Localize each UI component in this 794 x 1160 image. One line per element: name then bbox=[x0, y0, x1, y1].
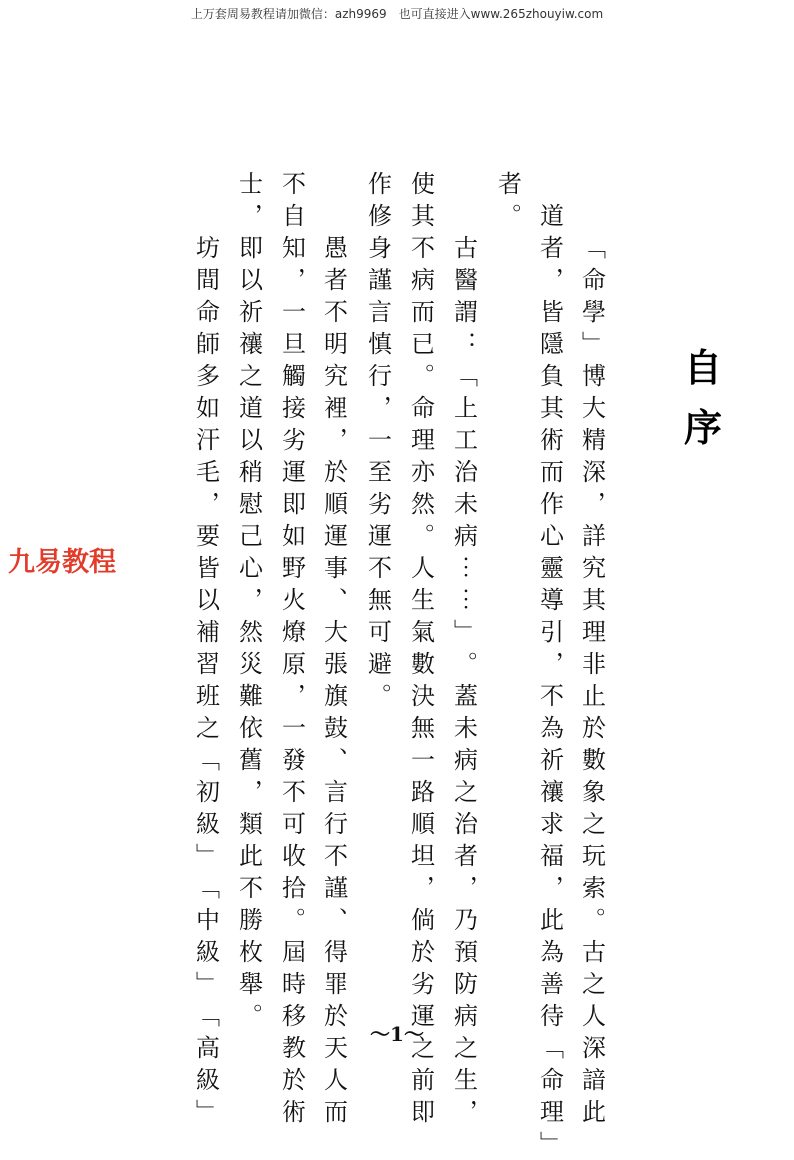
text-char: 祈 bbox=[540, 746, 564, 774]
text-column bbox=[536, 200, 568, 1160]
text-char: 即 bbox=[411, 1098, 435, 1126]
text-char: ︐ bbox=[368, 394, 392, 422]
text-char: ︐ bbox=[540, 650, 564, 678]
text-char: 之 bbox=[582, 810, 606, 838]
text-column bbox=[364, 168, 396, 712]
text-char: ﹂ bbox=[540, 1130, 564, 1158]
text-char: 博 bbox=[582, 362, 606, 390]
text-char: 即 bbox=[239, 234, 263, 262]
text-char: 求 bbox=[540, 810, 564, 838]
text-char: 作 bbox=[540, 490, 564, 518]
text-char: 慎 bbox=[368, 330, 392, 358]
text-char: 福 bbox=[540, 842, 564, 870]
text-char: 古 bbox=[454, 234, 478, 262]
text-char: 習 bbox=[196, 650, 220, 678]
text-char: 一 bbox=[282, 298, 306, 326]
text-char: 不 bbox=[282, 170, 306, 198]
text-char: 明 bbox=[324, 330, 348, 358]
text-char: 要 bbox=[196, 522, 220, 550]
text-char: ︒ bbox=[282, 906, 306, 934]
text-char: 坦 bbox=[411, 842, 435, 870]
text-char: ﹁ bbox=[454, 362, 478, 390]
text-char: ﹁ bbox=[582, 234, 606, 262]
text-char: 不 bbox=[324, 842, 348, 870]
text-char: 運 bbox=[368, 522, 392, 550]
text-char: 不 bbox=[239, 874, 263, 902]
text-char: 乃 bbox=[454, 906, 478, 934]
text-char: 人 bbox=[324, 1066, 348, 1094]
text-char: 者 bbox=[454, 842, 478, 870]
text-char: 教 bbox=[282, 1034, 306, 1062]
text-char: 可 bbox=[368, 618, 392, 646]
text-char: 言 bbox=[368, 298, 392, 326]
text-char: 間 bbox=[196, 266, 220, 294]
text-char: 使 bbox=[411, 170, 435, 198]
text-char: 亦 bbox=[411, 458, 435, 486]
text-char: 心 bbox=[540, 522, 564, 550]
text-char: 謹 bbox=[324, 874, 348, 902]
text-char: ︑ bbox=[324, 746, 348, 774]
text-char: 究 bbox=[582, 554, 606, 582]
text-char: 命 bbox=[582, 266, 606, 294]
text-char: 於 bbox=[411, 938, 435, 966]
text-char: 止 bbox=[582, 682, 606, 710]
text-char: ︒ bbox=[239, 1002, 263, 1030]
text-char: ︐ bbox=[239, 778, 263, 806]
text-char: 者 bbox=[498, 170, 522, 198]
text-char: 於 bbox=[582, 714, 606, 742]
text-char: 為 bbox=[540, 938, 564, 966]
text-char: 命 bbox=[196, 298, 220, 326]
text-char: 為 bbox=[540, 714, 564, 742]
text-char: 靈 bbox=[540, 554, 564, 582]
text-char: 之 bbox=[582, 970, 606, 998]
text-char: 如 bbox=[196, 394, 220, 422]
text-char: 之 bbox=[411, 1034, 435, 1062]
title-char: 自 bbox=[683, 345, 722, 390]
text-char: 避 bbox=[368, 650, 392, 678]
text-char: 而 bbox=[324, 1098, 348, 1126]
text-char: 理 bbox=[540, 1098, 564, 1126]
text-char: 禳 bbox=[239, 330, 263, 358]
text-char: 級 bbox=[196, 1066, 220, 1094]
text-char: 行 bbox=[368, 362, 392, 390]
text-char: ︐ bbox=[582, 490, 606, 518]
text-char: 不 bbox=[282, 778, 306, 806]
text-char: ︒ bbox=[411, 362, 435, 390]
text-char: 至 bbox=[368, 458, 392, 486]
text-char: 不 bbox=[324, 298, 348, 326]
text-char: 之 bbox=[239, 362, 263, 390]
text-char: ︑ bbox=[324, 906, 348, 934]
text-char: 接 bbox=[282, 394, 306, 422]
text-char: 治 bbox=[454, 458, 478, 486]
text-char: 士 bbox=[239, 170, 263, 198]
text-char: 生 bbox=[454, 1066, 478, 1094]
text-char: ︒ bbox=[454, 650, 478, 678]
text-char: 舉 bbox=[239, 970, 263, 998]
text-char: ﹂ bbox=[196, 842, 220, 870]
text-char: 原 bbox=[282, 650, 306, 678]
text-char: 倘 bbox=[411, 906, 435, 934]
text-char: 究 bbox=[324, 362, 348, 390]
text-char: 於 bbox=[282, 1066, 306, 1094]
text-char: ︒ bbox=[368, 682, 392, 710]
text-column bbox=[494, 168, 526, 232]
text-char: 皆 bbox=[196, 554, 220, 582]
text-char: 以 bbox=[196, 586, 220, 614]
text-char: 得 bbox=[324, 938, 348, 966]
text-char: 治 bbox=[454, 810, 478, 838]
text-char: 路 bbox=[411, 778, 435, 806]
text-column bbox=[235, 168, 267, 1032]
text-char: 收 bbox=[282, 842, 306, 870]
text-char: 不 bbox=[540, 682, 564, 710]
text-char: 補 bbox=[196, 618, 220, 646]
text-char: ﹂ bbox=[196, 970, 220, 998]
text-char: 火 bbox=[282, 586, 306, 614]
text-char: ︐ bbox=[540, 874, 564, 902]
text-char: 於 bbox=[324, 1002, 348, 1030]
text-char: 上 bbox=[454, 394, 478, 422]
text-char: 然 bbox=[411, 490, 435, 518]
text-char: 命 bbox=[540, 1066, 564, 1094]
text-char: 古 bbox=[582, 938, 606, 966]
text-char: 高 bbox=[196, 1034, 220, 1062]
text-char: 前 bbox=[411, 1066, 435, 1094]
text-char: 舊 bbox=[239, 746, 263, 774]
text-char: 大 bbox=[582, 394, 606, 422]
text-char: 坊 bbox=[196, 234, 220, 262]
text-char: 旗 bbox=[324, 682, 348, 710]
text-char: 劣 bbox=[368, 490, 392, 518]
text-char: 非 bbox=[582, 650, 606, 678]
text-column bbox=[450, 232, 482, 1128]
text-char: 運 bbox=[411, 1002, 435, 1030]
text-char: 身 bbox=[368, 234, 392, 262]
watermark-logo: 九易教程 bbox=[8, 547, 116, 578]
text-char: ﹁ bbox=[196, 874, 220, 902]
text-char: 可 bbox=[282, 810, 306, 838]
text-char: 天 bbox=[324, 1034, 348, 1062]
text-char: 病 bbox=[411, 266, 435, 294]
text-char: 裡 bbox=[324, 394, 348, 422]
text-char: ﹁ bbox=[196, 746, 220, 774]
text-column bbox=[192, 232, 224, 1128]
text-char: 觸 bbox=[282, 362, 306, 390]
title-char: 序 bbox=[683, 405, 722, 450]
text-char: 玩 bbox=[582, 842, 606, 870]
text-char: 深 bbox=[582, 1034, 606, 1062]
text-column bbox=[278, 168, 310, 1128]
text-char: 人 bbox=[582, 1002, 606, 1030]
text-char: 一 bbox=[411, 746, 435, 774]
text-char: 醫 bbox=[454, 266, 478, 294]
text-char: 師 bbox=[196, 330, 220, 358]
text-char: ︐ bbox=[540, 266, 564, 294]
text-char: ︒ bbox=[582, 906, 606, 934]
text-char: ﹁ bbox=[196, 1002, 220, 1030]
text-char: 運 bbox=[282, 458, 306, 486]
text-char: 勝 bbox=[239, 906, 263, 934]
text-char: 初 bbox=[196, 778, 220, 806]
text-char: 修 bbox=[368, 202, 392, 230]
text-char: ︑ bbox=[324, 586, 348, 614]
text-char: 張 bbox=[324, 650, 348, 678]
text-char: 善 bbox=[540, 970, 564, 998]
text-char: 如 bbox=[282, 522, 306, 550]
text-char: 大 bbox=[324, 618, 348, 646]
text-char: 類 bbox=[239, 810, 263, 838]
text-char: 慰 bbox=[239, 490, 263, 518]
text-char: 者 bbox=[324, 266, 348, 294]
text-char: 行 bbox=[324, 810, 348, 838]
text-char: 順 bbox=[411, 810, 435, 838]
text-char: 命 bbox=[411, 394, 435, 422]
text-char: 自 bbox=[282, 202, 306, 230]
text-char: 不 bbox=[368, 554, 392, 582]
text-char: 此 bbox=[540, 906, 564, 934]
text-char: 劣 bbox=[282, 426, 306, 454]
text-char: 精 bbox=[582, 426, 606, 454]
text-char: 班 bbox=[196, 682, 220, 710]
text-char: 象 bbox=[582, 778, 606, 806]
text-char: 理 bbox=[582, 618, 606, 646]
text-char: 野 bbox=[282, 554, 306, 582]
text-char: 負 bbox=[540, 362, 564, 390]
text-char: ︐ bbox=[411, 874, 435, 902]
text-char: 發 bbox=[282, 746, 306, 774]
text-char: ︐ bbox=[239, 202, 263, 230]
text-char: 皆 bbox=[540, 298, 564, 326]
text-char: ﹂ bbox=[196, 1098, 220, 1126]
text-char: 依 bbox=[239, 714, 263, 742]
text-char: 術 bbox=[540, 426, 564, 454]
text-char: 中 bbox=[196, 906, 220, 934]
text-char: 祈 bbox=[239, 298, 263, 326]
text-char: 工 bbox=[454, 426, 478, 454]
text-char: 蓋 bbox=[454, 682, 478, 710]
text-char: 深 bbox=[582, 458, 606, 486]
text-char: 知 bbox=[282, 234, 306, 262]
text-char: 道 bbox=[540, 202, 564, 230]
text-char: 心 bbox=[239, 554, 263, 582]
text-char: 數 bbox=[411, 650, 435, 678]
text-char: 愚 bbox=[324, 234, 348, 262]
text-char: 決 bbox=[411, 682, 435, 710]
text-char: 劣 bbox=[411, 970, 435, 998]
text-char: 級 bbox=[196, 938, 220, 966]
text-char: 未 bbox=[454, 490, 478, 518]
text-char: 作 bbox=[368, 170, 392, 198]
text-char: 其 bbox=[540, 394, 564, 422]
text-char: 以 bbox=[239, 426, 263, 454]
text-char: 無 bbox=[411, 714, 435, 742]
text-char: ﹁ bbox=[540, 1034, 564, 1062]
page-header: 上万套周易教程请加微信：azh9969 也可直接进入www.265zhouyiw.com bbox=[190, 7, 604, 21]
text-char: 屆 bbox=[282, 938, 306, 966]
text-char: 預 bbox=[454, 938, 478, 966]
text-char: 氣 bbox=[411, 618, 435, 646]
text-char: ︓ bbox=[454, 330, 478, 358]
text-char: 鼓 bbox=[324, 714, 348, 742]
text-char: ﹂ bbox=[582, 330, 606, 358]
text-char: 諳 bbox=[582, 1066, 606, 1094]
text-char: 引 bbox=[540, 618, 564, 646]
text-char: ︐ bbox=[454, 1098, 478, 1126]
text-char: 者 bbox=[540, 234, 564, 262]
text-char: 順 bbox=[324, 490, 348, 518]
text-char: 病 bbox=[454, 522, 478, 550]
text-char: 旦 bbox=[282, 330, 306, 358]
text-column bbox=[407, 168, 439, 1128]
text-char: 運 bbox=[324, 522, 348, 550]
text-char: 罪 bbox=[324, 970, 348, 998]
text-char: 己 bbox=[239, 522, 263, 550]
text-char: 然 bbox=[239, 618, 263, 646]
text-char: 隱 bbox=[540, 330, 564, 358]
text-char: 病 bbox=[454, 746, 478, 774]
text-char: 數 bbox=[582, 746, 606, 774]
text-char: 待 bbox=[540, 1002, 564, 1030]
text-char: ︐ bbox=[324, 426, 348, 454]
text-char: 無 bbox=[368, 586, 392, 614]
text-char: 之 bbox=[454, 778, 478, 806]
text-char: ︙ bbox=[454, 586, 478, 614]
text-char: 病 bbox=[454, 1002, 478, 1030]
text-char: 難 bbox=[239, 682, 263, 710]
text-char: 未 bbox=[454, 714, 478, 742]
text-char: 此 bbox=[239, 842, 263, 870]
text-char: ︐ bbox=[239, 586, 263, 614]
text-char: 謹 bbox=[368, 266, 392, 294]
text-char: 多 bbox=[196, 362, 220, 390]
text-char: ︒ bbox=[411, 522, 435, 550]
text-char: 其 bbox=[411, 202, 435, 230]
text-char: 拾 bbox=[282, 874, 306, 902]
text-char: ︐ bbox=[196, 490, 220, 518]
text-char: 此 bbox=[582, 1098, 606, 1126]
text-char: 燎 bbox=[282, 618, 306, 646]
text-char: 其 bbox=[582, 586, 606, 614]
text-char: 術 bbox=[282, 1098, 306, 1126]
text-char: 之 bbox=[196, 714, 220, 742]
text-char: 一 bbox=[368, 426, 392, 454]
text-char: 道 bbox=[239, 394, 263, 422]
text-char: 毛 bbox=[196, 458, 220, 486]
text-char: 稍 bbox=[239, 458, 263, 486]
text-char: 導 bbox=[540, 586, 564, 614]
text-char: 而 bbox=[540, 458, 564, 486]
text-char: 移 bbox=[282, 1002, 306, 1030]
page-title bbox=[680, 338, 726, 458]
text-char: 之 bbox=[454, 1034, 478, 1062]
text-column bbox=[578, 232, 610, 1128]
text-char: 災 bbox=[239, 650, 263, 678]
text-char: 以 bbox=[239, 266, 263, 294]
text-char: 謂 bbox=[454, 298, 478, 326]
text-char: 事 bbox=[324, 554, 348, 582]
text-char: 時 bbox=[282, 970, 306, 998]
text-char: ﹂ bbox=[454, 618, 478, 646]
text-char: ︐ bbox=[454, 874, 478, 902]
text-char: 防 bbox=[454, 970, 478, 998]
text-column bbox=[320, 232, 352, 1128]
text-char: 生 bbox=[411, 586, 435, 614]
text-char: 級 bbox=[196, 810, 220, 838]
text-char: 人 bbox=[411, 554, 435, 582]
text-char: 言 bbox=[324, 778, 348, 806]
text-char: 而 bbox=[411, 298, 435, 326]
text-char: 一 bbox=[282, 714, 306, 742]
page-number: ～1～ bbox=[370, 1022, 424, 1046]
text-char: 索 bbox=[582, 874, 606, 902]
text-char: 學 bbox=[582, 298, 606, 326]
text-char: 於 bbox=[324, 458, 348, 486]
text-char: 不 bbox=[411, 234, 435, 262]
text-char: ︙ bbox=[454, 554, 478, 582]
text-char: ︒ bbox=[498, 202, 522, 230]
text-char: ︐ bbox=[282, 682, 306, 710]
text-char: 即 bbox=[282, 490, 306, 518]
text-char: 禳 bbox=[540, 778, 564, 806]
text-char: 枚 bbox=[239, 938, 263, 966]
text-char: 汗 bbox=[196, 426, 220, 454]
text-char: 理 bbox=[411, 426, 435, 454]
text-char: 已 bbox=[411, 330, 435, 358]
text-char: ︐ bbox=[282, 266, 306, 294]
text-char: 詳 bbox=[582, 522, 606, 550]
